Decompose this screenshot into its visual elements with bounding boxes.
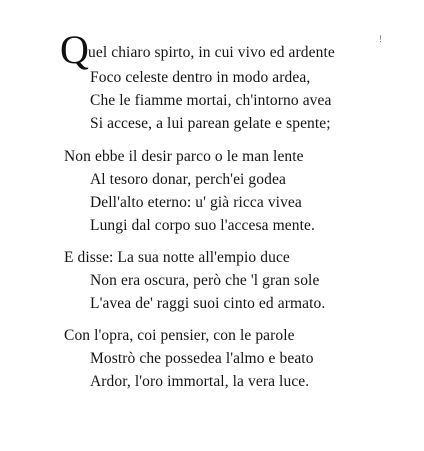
verse-line: Lungi dal corpo suo l'accesa mente. bbox=[90, 217, 315, 234]
verse-line: Che le fiamme mortai, ch'intorno avea bbox=[90, 92, 332, 109]
corner-mark: ! bbox=[379, 34, 382, 44]
verse-line: E disse: La sua notte all'empio duce bbox=[64, 249, 290, 266]
verse-line: Con l'opra, coi pensier, con le parole bbox=[64, 327, 295, 344]
verse-line: Ardor, l'oro immortal, la vera luce. bbox=[90, 373, 310, 390]
verse-line: Non ebbe il desir parco o le man lente bbox=[64, 148, 304, 165]
verse-line: L'avea de' raggi suoi cinto ed armato. bbox=[90, 295, 326, 312]
verse-line: Si accese, a lui parean gelate e spente; bbox=[90, 115, 331, 132]
verse-line: Dell'alto eterno: u' già ricca vivea bbox=[90, 194, 302, 211]
verse-line: Mostrò che possedea l'almo e beato bbox=[90, 350, 314, 367]
verse-line: Non era oscura, però che 'l gran sole bbox=[90, 272, 320, 289]
drop-cap: Q bbox=[60, 27, 89, 72]
verse-line: Foco celeste dentro in modo ardea, bbox=[90, 69, 311, 86]
verse-line: uel chiaro spirto, in cui vivo ed ardente bbox=[88, 44, 335, 61]
verse-line: Al tesoro donar, perch'ei godea bbox=[90, 171, 286, 188]
